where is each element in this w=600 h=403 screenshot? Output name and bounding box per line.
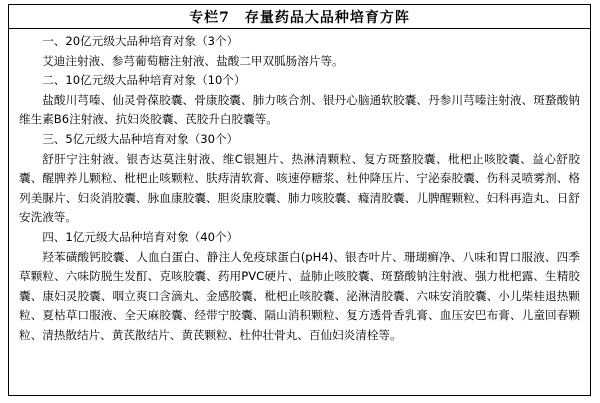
section-4-items: 羟苯磺酸钙胶囊、人血白蛋白、静注人免疫球蛋白(pH4)、银杏叶片、珊瑚癣净、八味和胃口服液、四季草颗粒、六味防脱生发酊、克咳胶囊、药用PVC硬片、益肺止咳胶囊、斑蝥酸钠注射液、强力枇杷露、生精胶囊、康妇灵胶囊、咽立爽口含滴丸、金感胶囊、枇杷止咳胶囊、泌淋清胶囊、六味安消胶囊、小儿柴桂退热颗粒、夏枯草口服液、全天麻胶囊、经带宁胶囊、隔山消积颗粒、复方透骨香乳膏、血压安巴布膏、儿童回春颗粒、清热散结片、黄芪散结片、黄芪颗粒、杜仲壮骨丸、百仙妇炎清栓等。 [19,249,580,342]
section-3-items: 舒肝宁注射液、银杏达莫注射液、维C银翘片、热淋清颗粒、复方斑蝥胶囊、枇杷止咳胶囊、益心舒胶囊、醒脾养儿颗粒、枇杷止咳颗粒、肤痔清软膏、咳速停糖浆、杜仲降压片、宁泌泰胶囊、伤科灵喷雾剂、格列美脲片、妇炎消胶囊、脉血康胶囊、胆炎康胶囊、肺力咳胶囊、癃清胶囊、儿脾醒颗粒、妇科再造丸、日舒安洗液等。 [19,151,580,225]
section-3-heading: 三、5亿元级大品种培育对象（30个） [42,131,239,146]
feature-box [8,4,591,396]
section-2-heading: 二、10亿元级大品种培育对象（10个） [42,73,246,88]
section-1-items: 艾迪注射液、参芎葡萄糖注射液、盐酸二甲双胍肠溶片等。 [42,53,344,68]
box-content [9,29,590,346]
section-4-heading: 四、1亿元级大品种培育对象（40个） [42,229,239,244]
section-1-heading: 一、20亿元级大品种培育对象（3个） [42,34,239,48]
box-title: 专栏7 存量药品大品种培育方阵 [9,5,590,29]
section-2-items: 盐酸川芎嗪、仙灵骨葆胶囊、骨康胶囊、肺力咳合剂、银丹心脑通软胶囊、丹参川芎嗪注射液、斑蝥酸钠维生素B6注射液、抗妇炎胶囊、芪胶升白胶囊等。 [19,92,580,127]
